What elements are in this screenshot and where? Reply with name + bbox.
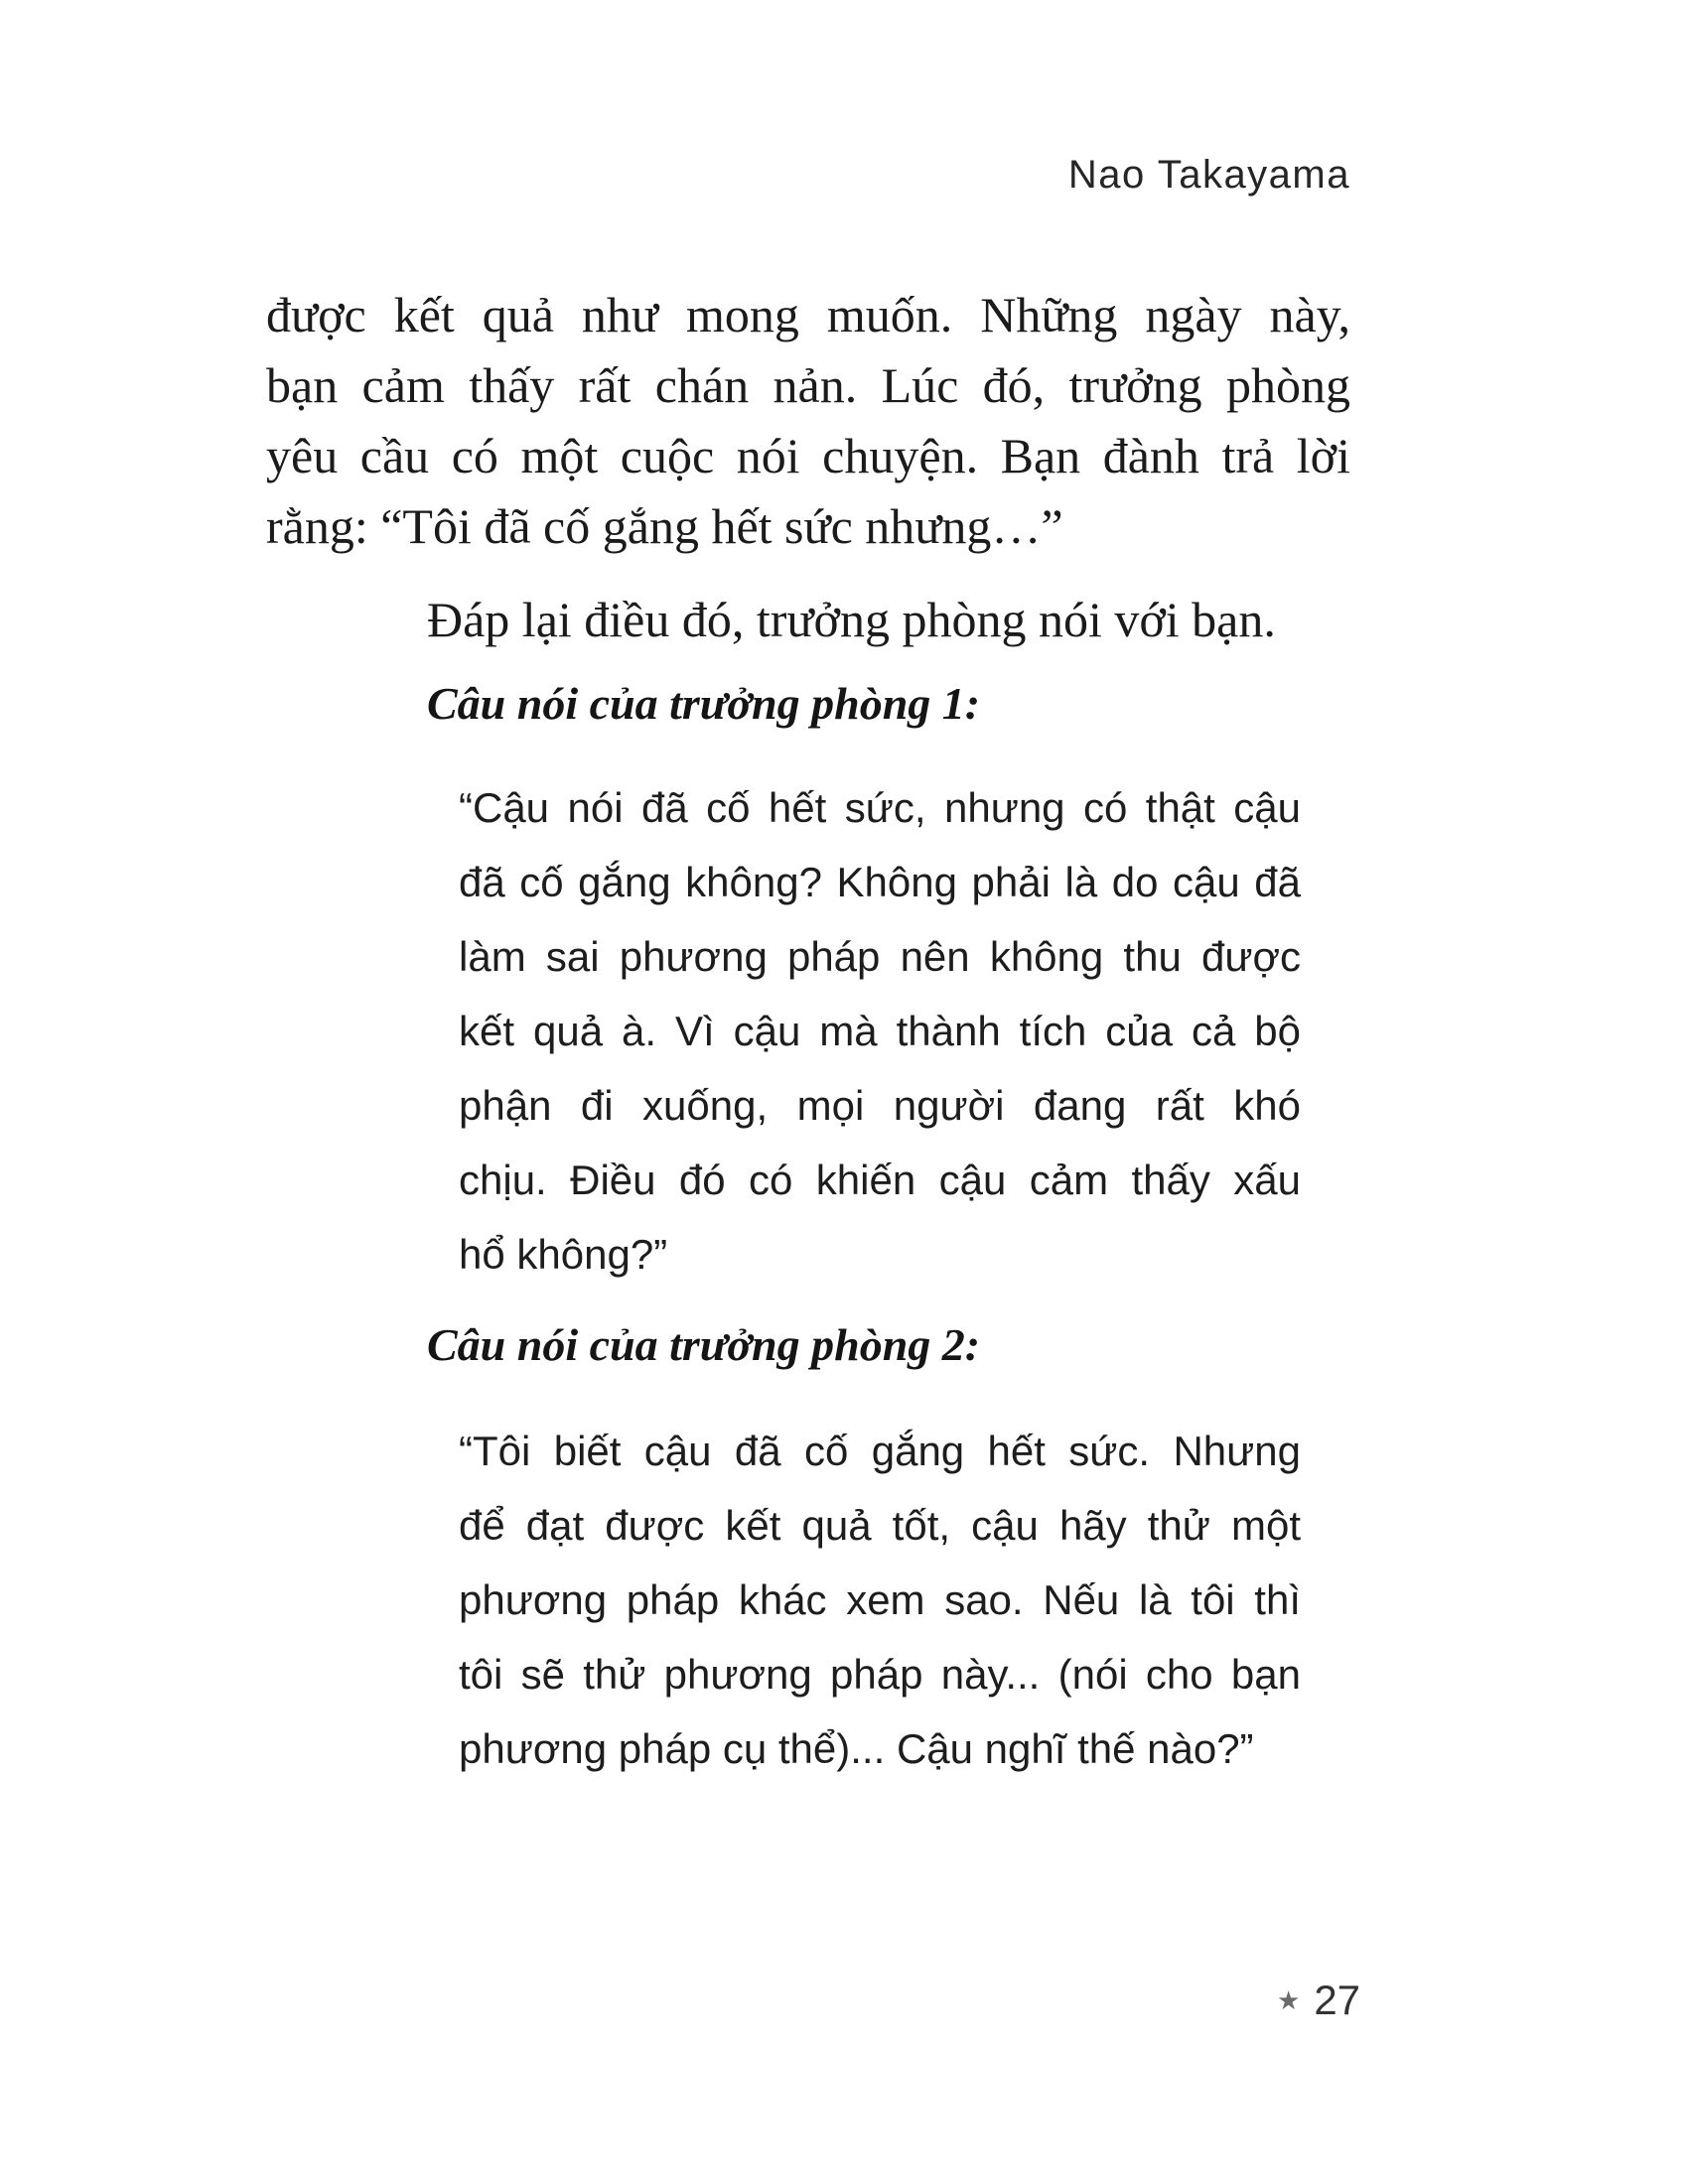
- quote-line: phận đi xuống, mọi người đang rất khó: [459, 1082, 1301, 1129]
- quote-block-2: [459, 1414, 1301, 1786]
- quote-line: tôi sẽ thử phương pháp này... (nói cho bạn: [459, 1651, 1301, 1698]
- quote-line: kết quả à. Vì cậu mà thành tích của cả bộ: [459, 1008, 1301, 1054]
- quote-line: chịu. Điều đó có khiến cậu cảm thấy xấu: [459, 1157, 1301, 1203]
- quote-line: đã cố gắng không? Không phải là do cậu đã: [459, 859, 1301, 905]
- star-icon: ★: [1277, 1986, 1301, 2015]
- quote-line: để đạt được kết quả tốt, cậu hãy thử một: [459, 1502, 1301, 1549]
- body-paragraph-1: [266, 280, 1350, 562]
- quote-line: “Tôi biết cậu đã cố gắng hết sức. Nhưng: [459, 1428, 1301, 1474]
- section-heading-2: Câu nói của trưởng phòng 2:: [427, 1319, 981, 1370]
- quote-line: phương pháp khác xem sao. Nếu là tôi thì: [459, 1576, 1301, 1623]
- quote-block-1: [459, 770, 1301, 1292]
- quote-line: phương pháp cụ thể)... Cậu nghĩ thế nào?”: [459, 1725, 1254, 1772]
- body-paragraph-2: Đáp lại điều đó, trưởng phòng nói với bạn.: [427, 592, 1276, 647]
- page-number: 27: [1314, 1977, 1361, 2023]
- paragraph-line: yêu cầu có một cuộc nói chuyện. Bạn đành trả lời: [266, 428, 1350, 483]
- paragraph-line: được kết quả như mong muốn. Những ngày này,: [266, 287, 1350, 342]
- running-header-author: Nao Takayama: [1067, 153, 1350, 197]
- quote-line: làm sai phương pháp nên không thu được: [459, 933, 1301, 980]
- page-footer: [1277, 1979, 1360, 2021]
- paragraph-line: rằng: “Tôi đã cố gắng hết sức nhưng…”: [266, 498, 1063, 554]
- quote-line: “Cậu nói đã cố hết sức, nhưng có thật cậu: [459, 784, 1301, 831]
- quote-line: hổ không?”: [459, 1231, 668, 1278]
- paragraph-line: bạn cảm thấy rất chán nản. Lúc đó, trưởng phòng: [266, 357, 1350, 413]
- section-heading-1: Câu nói của trưởng phòng 1:: [427, 678, 981, 729]
